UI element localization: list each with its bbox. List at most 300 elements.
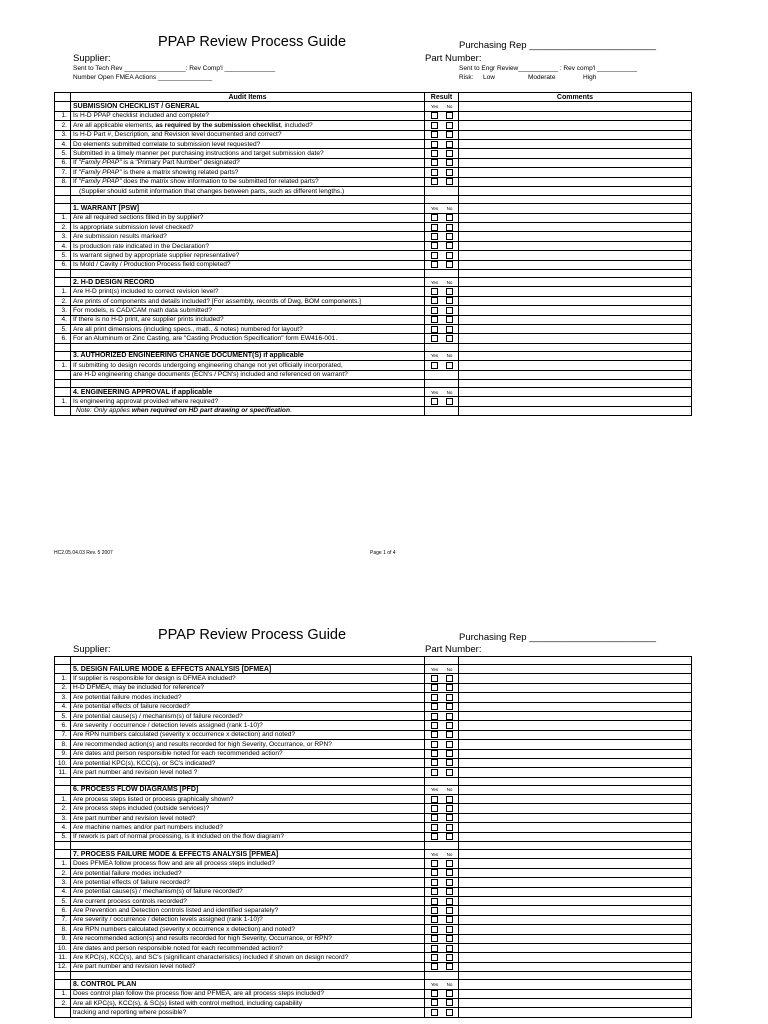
result-checkboxes[interactable] [425,296,459,305]
result-checkboxes[interactable] [425,915,459,924]
comment-cell[interactable] [459,721,692,730]
yes-checkbox[interactable] [431,233,438,240]
audit-table-page-1 [54,92,692,416]
spacer-row [55,842,692,850]
comment-cell[interactable] [459,962,692,971]
table-row: 3. Are potential failure modes included? [55,693,692,702]
result-checkboxes[interactable] [425,674,459,683]
comment-cell[interactable] [459,241,692,250]
no-checkbox[interactable] [446,131,453,138]
yes-checkbox[interactable] [431,963,438,970]
yes-checkbox[interactable] [431,833,438,840]
result-checkboxes[interactable] [425,768,459,777]
yes-checkbox[interactable] [431,814,438,821]
result-checkboxes[interactable] [425,758,459,767]
yes-checkbox[interactable] [431,713,438,720]
result-checkboxes[interactable] [425,177,459,186]
result-checkboxes[interactable] [425,934,459,943]
no-checkbox[interactable] [446,122,453,129]
result-checkboxes[interactable] [425,804,459,813]
yes-checkbox[interactable] [431,316,438,323]
comment-cell[interactable] [459,213,692,222]
header-comments: Comments [459,93,692,102]
purchasing-rep-field: Purchasing Rep ________________________ [459,632,657,643]
comment-cell[interactable] [459,943,692,952]
supplier-label: Supplier: [73,53,111,64]
table-row: 4. Do elements submitted correlate to submission level requested? [55,139,692,148]
no-checkbox[interactable] [446,916,453,923]
table-row: 1. If supplier is responsible for design is DFMEA included? [55,674,692,683]
yes-checkbox[interactable] [431,750,438,757]
comment-cell[interactable] [459,730,692,739]
section-note: (Supplier should submit information that changes between parts, such as different lengths.) [71,186,425,195]
table-row: 5. Are current process controls recorded? [55,896,692,905]
comment-cell[interactable] [459,998,692,1007]
comment-cell[interactable] [459,813,692,822]
no-checkbox[interactable] [446,869,453,876]
comment-cell[interactable] [459,749,692,758]
comment-cell[interactable] [459,111,692,120]
table-row: 9. Are recommended action(s) and results recorded for high Severity, Occurrance, or RPN? [55,934,692,943]
yes-checkbox[interactable] [431,926,438,933]
table-header-row [55,93,692,102]
no-checkbox[interactable] [446,879,453,886]
comment-cell[interactable] [459,315,692,324]
comment-cell[interactable] [459,1008,692,1017]
no-checkbox[interactable] [446,297,453,304]
result-checkboxes[interactable] [425,158,459,167]
yes-checkbox[interactable] [431,907,438,914]
supplier-label: Supplier: [73,644,111,655]
table-row: 2. Are prints of components and details included? [For assembly, records of Dwg, BOM components.] [55,296,692,305]
yes-checkbox[interactable] [431,684,438,691]
comment-cell[interactable] [459,896,692,905]
table-row [55,406,692,415]
yes-checkbox[interactable] [431,796,438,803]
result-checkboxes[interactable] [425,111,459,120]
section-title: 3. AUTHORIZED ENGINEERING CHANGE DOCUMENT(S) if applicable [71,351,425,360]
yes-no-labels: Yes No [425,665,459,674]
yes-checkbox[interactable] [431,722,438,729]
risk-low: Low [483,74,495,81]
result-checkboxes[interactable] [425,683,459,692]
yes-checkbox[interactable] [431,122,438,129]
no-checkbox[interactable] [446,675,453,682]
risk-moderate: Moderate [528,74,556,81]
yes-checkbox[interactable] [431,214,438,221]
table-row: 3. Are submission results marked? [55,232,692,241]
no-checkbox[interactable] [446,750,453,757]
result-checkboxes[interactable] [425,795,459,804]
section-row [55,204,692,213]
no-checkbox[interactable] [446,999,453,1006]
yes-checkbox[interactable] [431,131,438,138]
yes-checkbox[interactable] [431,694,438,701]
result-checkboxes[interactable] [425,721,459,730]
result-checkboxes[interactable] [425,813,459,822]
no-checkbox[interactable] [446,833,453,840]
comment-cell[interactable] [459,223,692,232]
yes-checkbox[interactable] [431,759,438,766]
result-checkboxes[interactable] [425,711,459,720]
yes-checkbox[interactable] [431,879,438,886]
table-row: 4. Are machine names and/or part numbers included? [55,823,692,832]
no-checkbox[interactable] [446,769,453,776]
section-title: 1. WARRANT [PSW] [71,204,425,213]
result-checkboxes[interactable] [425,130,459,139]
no-checkbox[interactable] [446,326,453,333]
sent-to-engr-review: Sent to Engr Review___________ : Rev comp'l ___________ [459,65,637,72]
yes-checkbox[interactable] [431,169,438,176]
comment-cell[interactable] [459,121,692,130]
spacer-row [55,657,692,665]
comment-cell[interactable] [459,361,692,370]
comment-cell[interactable] [459,915,692,924]
yes-checkbox[interactable] [431,805,438,812]
header-audit-items: Audit Items [71,93,425,102]
result-checkboxes[interactable] [425,943,459,952]
yes-checkbox[interactable] [431,326,438,333]
result-checkboxes[interactable] [425,287,459,296]
result-checkboxes[interactable] [425,906,459,915]
result-checkboxes[interactable] [425,241,459,250]
no-checkbox[interactable] [446,242,453,249]
yes-checkbox[interactable] [431,916,438,923]
comment-cell[interactable] [459,406,692,415]
table-row: 1. Does PFMEA follow process flow and are all process steps included? [55,859,692,868]
no-checkbox[interactable] [446,252,453,259]
table-row: 6. For an Aluminum or Zinc Casting, are "Casting Production Specification" form EW416-001. [55,334,692,343]
yes-checkbox[interactable] [431,731,438,738]
no-checkbox[interactable] [446,722,453,729]
comment-cell[interactable] [459,878,692,887]
table-row: 4. Are potential cause(s) / mechanism(s) of failure recorded? [55,887,692,896]
result-checkboxes[interactable] [425,823,459,832]
no-checkbox[interactable] [446,233,453,240]
table-row: 8. Are RPN numbers calculated (severity x occurrence x detection) and noted? [55,925,692,934]
result-checkboxes[interactable] [425,859,459,868]
no-checkbox[interactable] [446,169,453,176]
no-checkbox[interactable] [446,224,453,231]
no-checkbox[interactable] [446,805,453,812]
comment-cell[interactable] [459,823,692,832]
comment-cell[interactable] [459,740,692,749]
approval-note: Note: Only applies when required on HD part drawing or specification. [71,406,425,415]
table-row: 12. Are part number and revision level noted? [55,962,692,971]
result-checkboxes[interactable] [425,998,459,1007]
table-row: 7. If "Family PPAP" is there a matrix showing related parts? [55,168,692,177]
result-checkboxes[interactable] [425,953,459,962]
yes-no-labels: Yes No [425,850,459,859]
comment-cell[interactable] [459,186,692,195]
no-checkbox[interactable] [446,362,453,369]
result-checkboxes[interactable] [425,989,459,998]
no-checkbox[interactable] [446,150,453,157]
yes-no-labels: Yes No [425,278,459,287]
comment-cell[interactable] [459,832,692,841]
comment-cell[interactable] [459,149,692,158]
no-checkbox[interactable] [446,954,453,961]
no-checkbox[interactable] [446,907,453,914]
sent-to-tech-rev: Sent to Tech Rev _________________: Rev Comp'l ______________ [73,65,276,72]
yes-checkbox[interactable] [431,990,438,997]
table-row: 1. Does control plan follow the process flow and PFMEA, are all process steps included? [55,989,692,998]
section-row [55,850,692,859]
no-checkbox[interactable] [446,1009,453,1016]
comment-cell[interactable] [459,158,692,167]
yes-checkbox[interactable] [431,869,438,876]
result-checkboxes[interactable] [425,121,459,130]
part-number-label: Part Number: [425,53,482,64]
table-row: 1. Is engineering approval provided where required? [55,397,692,406]
result-checkboxes[interactable] [425,896,459,905]
section-title: 7. PROCESS FAILURE MODE & EFFECTS ANALYSIS [PFMEA] [71,850,425,859]
table-row: 6. Is Mold / Cavity / Production Process field completed? [55,260,692,269]
comment-cell[interactable] [459,168,692,177]
table-row: 1. Are process steps listed or process graphically shown? [55,795,692,804]
no-checkbox[interactable] [446,141,453,148]
table-row: 4. Are potential effects of failure recorded? [55,702,692,711]
spacer-row [55,343,692,351]
section-row [55,102,692,111]
comment-cell[interactable] [459,711,692,720]
comment-cell[interactable] [459,130,692,139]
comment-cell[interactable] [459,925,692,934]
yes-checkbox[interactable] [431,935,438,942]
result-checkboxes[interactable] [425,260,459,269]
no-checkbox[interactable] [446,694,453,701]
no-checkbox[interactable] [446,288,453,295]
comment-cell[interactable] [459,989,692,998]
result-checkboxes[interactable] [425,730,459,739]
no-checkbox[interactable] [446,796,453,803]
table-row: 11. Are KPC(s), KCC(s), and SC's (significant characteristics) included if shown on design record? [55,953,692,962]
table-row: 5. Are potential cause(s) / mechanism(s) of failure recorded? [55,711,692,720]
comment-cell[interactable] [459,804,692,813]
no-checkbox[interactable] [446,898,453,905]
spacer-row [55,777,692,785]
yes-checkbox[interactable] [431,824,438,831]
section-row [55,785,692,794]
comment-cell[interactable] [459,702,692,711]
result-checkboxes[interactable] [425,232,459,241]
yes-no-labels: Yes No [425,102,459,111]
result-checkboxes[interactable] [425,149,459,158]
no-checkbox[interactable] [446,963,453,970]
yes-checkbox[interactable] [431,398,438,405]
yes-checkbox[interactable] [431,362,438,369]
no-checkbox[interactable] [446,684,453,691]
yes-checkbox[interactable] [431,741,438,748]
table-row: 3. Are potential effects of failure recorded? [55,878,692,887]
table-row: 9. Are dates and person responsible noted for each recommended action? [55,749,692,758]
yes-checkbox[interactable] [431,999,438,1006]
comment-cell[interactable] [459,324,692,333]
no-checkbox[interactable] [446,713,453,720]
yes-checkbox[interactable] [431,888,438,895]
result-checkboxes[interactable] [425,868,459,877]
header-result: Result [425,93,459,102]
no-checkbox[interactable] [446,178,453,185]
result-checkboxes[interactable] [425,315,459,324]
yes-checkbox[interactable] [431,954,438,961]
yes-checkbox[interactable] [431,141,438,148]
no-checkbox[interactable] [446,814,453,821]
result-checkboxes[interactable] [425,1008,459,1017]
result-checkboxes[interactable] [425,832,459,841]
table-row: 6. Are severity / occurrence / detection levels assigned (rank 1-10)? [55,721,692,730]
yes-no-labels: Yes No [425,351,459,360]
result-checkboxes[interactable] [425,397,459,406]
comment-cell[interactable] [459,674,692,683]
yes-checkbox[interactable] [431,112,438,119]
yes-checkbox[interactable] [431,898,438,905]
comment-cell[interactable] [459,795,692,804]
result-checkboxes[interactable] [425,213,459,222]
table-row: 1. If submitting to design records undergoing engineering change not yet officially incorporated, [55,361,692,370]
no-checkbox[interactable] [446,159,453,166]
yes-checkbox[interactable] [431,261,438,268]
spacer-row [55,196,692,204]
comment-cell[interactable] [459,758,692,767]
no-checkbox[interactable] [446,307,453,314]
table-row: 2. Are potential failure modes included? [55,868,692,877]
yes-checkbox[interactable] [431,252,438,259]
yes-checkbox[interactable] [431,297,438,304]
section-title: 4. ENGINEERING APPROVAL if applicable [71,387,425,396]
yes-checkbox[interactable] [431,703,438,710]
table-row: 2. Are all KPC(s), KCC(s), & SC(s) listed with control method, including capability [55,998,692,1007]
result-checkboxes[interactable] [425,306,459,315]
comment-cell[interactable] [459,306,692,315]
table-row: 6. If "Family PPAP" is a "Primary Part Number" designated? [55,158,692,167]
no-checkbox[interactable] [446,261,453,268]
yes-checkbox[interactable] [431,224,438,231]
comment-cell[interactable] [459,693,692,702]
table-row: 11. Are part number and revision level noted ? [55,768,692,777]
no-checkbox[interactable] [446,759,453,766]
result-checkboxes[interactable] [425,962,459,971]
yes-checkbox[interactable] [431,159,438,166]
result-checkboxes[interactable] [425,361,459,370]
no-checkbox[interactable] [446,335,453,342]
comment-cell[interactable] [459,287,692,296]
section-title: 8. CONTROL PLAN [71,980,425,989]
comment-cell[interactable] [459,296,692,305]
section-title: 5. DESIGN FAILURE MODE & EFFECTS ANALYSIS [DFMEA] [71,665,425,674]
table-row: 1. Are H-D print(s) included to correct revision level? [55,287,692,296]
comment-cell[interactable] [459,887,692,896]
table-row: 3. For models, is CAD/CAM math data submitted? [55,306,692,315]
comment-cell[interactable] [459,953,692,962]
result-checkboxes[interactable] [425,749,459,758]
no-checkbox[interactable] [446,824,453,831]
result-checkboxes[interactable] [425,740,459,749]
no-checkbox[interactable] [446,731,453,738]
result-checkboxes[interactable] [425,693,459,702]
table-row: 5. Is warrant signed by appropriate supplier representative? [55,251,692,260]
result-checkboxes[interactable] [425,251,459,260]
comment-cell[interactable] [459,934,692,943]
table-row: tracking and reporting where possible? [55,1008,692,1017]
yes-checkbox[interactable] [431,335,438,342]
comment-cell[interactable] [459,232,692,241]
yes-checkbox[interactable] [431,150,438,157]
document-page-2 [0,600,768,1024]
yes-checkbox[interactable] [431,860,438,867]
yes-no-labels: Yes No [425,785,459,794]
no-checkbox[interactable] [446,741,453,748]
comment-cell[interactable] [459,334,692,343]
no-checkbox[interactable] [446,926,453,933]
table-row: 7. Are severity / occurrence / detection levels assigned (rank 1-10)? [55,915,692,924]
table-row: 10. Are dates and person responsible noted for each recommended action? [55,943,692,952]
result-checkboxes[interactable] [425,878,459,887]
yes-checkbox[interactable] [431,288,438,295]
table-row: 2. Are process steps included (outside services)? [55,804,692,813]
purchasing-rep-field: Purchasing Rep ________________________ [459,40,657,51]
yes-no-labels: Yes No [425,387,459,396]
yes-checkbox[interactable] [431,1009,438,1016]
result-checkboxes[interactable] [425,887,459,896]
result-checkboxes[interactable] [425,334,459,343]
result-checkboxes[interactable] [425,702,459,711]
no-checkbox[interactable] [446,860,453,867]
result-checkboxes[interactable] [425,168,459,177]
table-row: are H-D engineering change documents (ECN's / PCN's) included and referenced on warrant? [55,370,692,379]
result-checkboxes[interactable] [425,223,459,232]
comment-cell[interactable] [459,139,692,148]
comment-cell[interactable] [459,177,692,186]
footer-revision: HC2.05.04.03 Rev. 5 2007 [54,550,113,556]
result-checkboxes[interactable] [425,324,459,333]
comment-cell[interactable] [459,397,692,406]
result-checkboxes[interactable] [425,925,459,934]
yes-checkbox[interactable] [431,769,438,776]
yes-checkbox[interactable] [431,945,438,952]
page-title: PPAP Review Process Guide [158,34,347,50]
no-checkbox[interactable] [446,990,453,997]
comment-cell[interactable] [459,868,692,877]
table-row: 7. Are RPN numbers calculated (severity x occurrence x detection) and noted? [55,730,692,739]
table-row: 4. If there is no H-D print, are supplier prints included? [55,315,692,324]
section-title: SUBMISSION CHECKLIST / GENERAL [71,102,425,111]
no-checkbox[interactable] [446,112,453,119]
comment-cell[interactable] [459,768,692,777]
comment-cell[interactable] [459,370,692,379]
no-checkbox[interactable] [446,214,453,221]
yes-checkbox[interactable] [431,178,438,185]
table-row: 10. Are potential KPC(s), KCC(s), or SC's indicated? [55,758,692,767]
comment-cell[interactable] [459,251,692,260]
no-checkbox[interactable] [446,935,453,942]
comment-cell[interactable] [459,260,692,269]
section-title: 2. H-D DESIGN RECORD [71,278,425,287]
no-checkbox[interactable] [446,398,453,405]
no-checkbox[interactable] [446,945,453,952]
risk-high: High [583,74,597,81]
comment-cell[interactable] [459,859,692,868]
yes-checkbox[interactable] [431,242,438,249]
comment-cell[interactable] [459,906,692,915]
result-checkboxes[interactable] [425,139,459,148]
no-checkbox[interactable] [446,703,453,710]
yes-checkbox[interactable] [431,675,438,682]
no-checkbox[interactable] [446,316,453,323]
yes-checkbox[interactable] [431,307,438,314]
no-checkbox[interactable] [446,888,453,895]
comment-cell[interactable] [459,683,692,692]
